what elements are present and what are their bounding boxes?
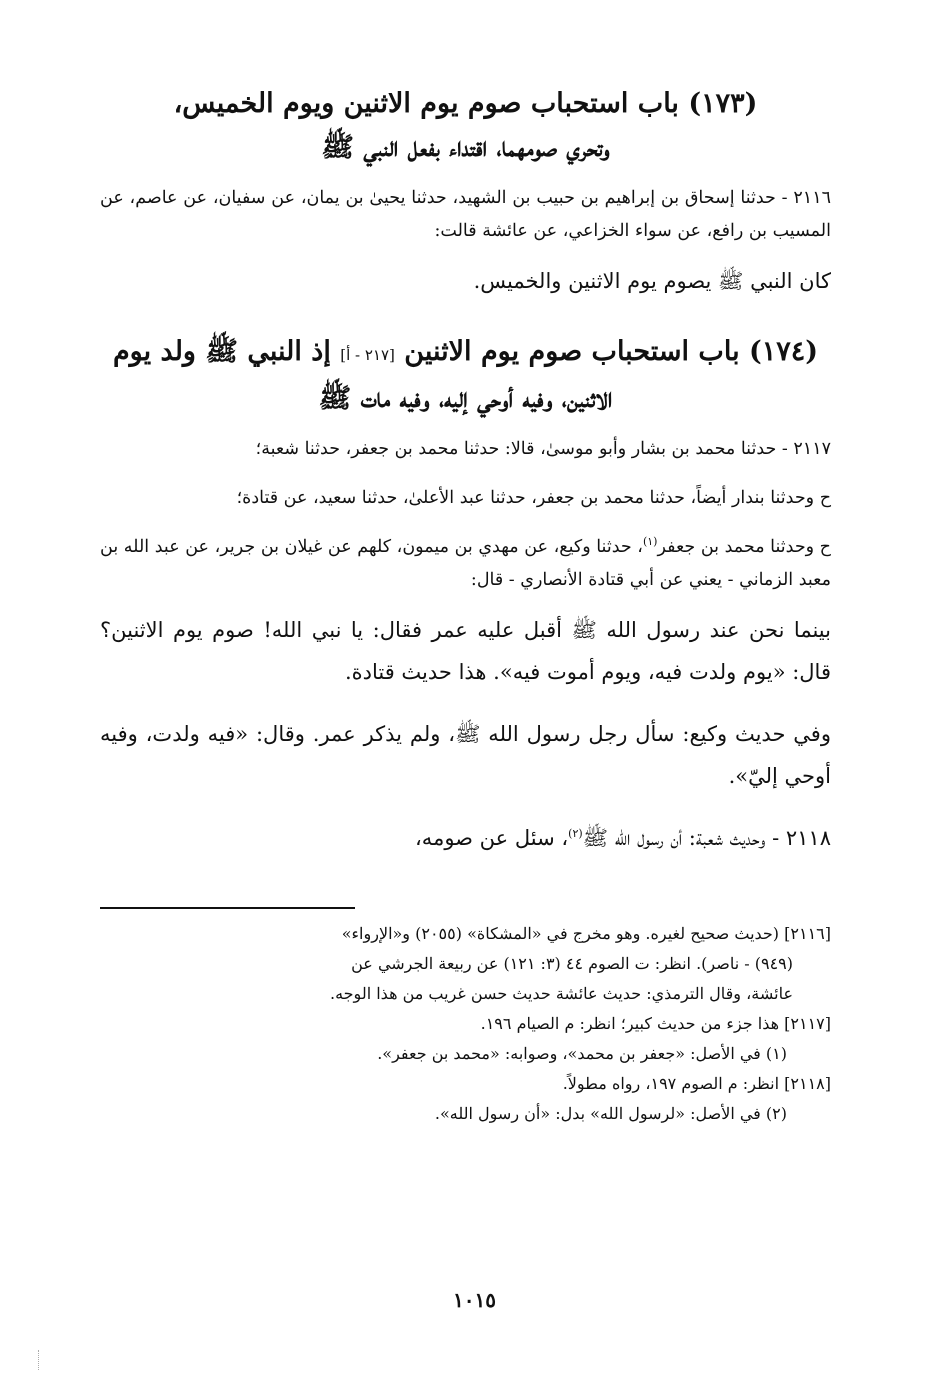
chapter-heading-173 bbox=[100, 82, 831, 170]
hadith-2117-matn-2: وفي حديث وكيع: سأل رجل رسول الله ﷺ، ولم يذكر عمر. وقال: «فيه ولدت، وفيه أوحي إليّ». bbox=[100, 722, 831, 788]
hadith-2117-isnad-1: ٢١١٧ - حدثنا محمد بن بشار وأبو موسىٰ، قالا: حدثنا محمد بن جعفر، حدثنا شعبة؛ bbox=[255, 439, 831, 459]
footnote-2116-line2: (٩٤٩) - ناصر). انظر: ت الصوم ٤٤ (٣: ١٢١) عن ربيعة الجرشي عن bbox=[351, 954, 793, 973]
hadith-2118 bbox=[100, 817, 831, 859]
chapter-heading-173-line1: (١٧٣) باب استحباب صوم يوم الاثنين ويوم الخميس، bbox=[173, 88, 758, 119]
chapter-heading-174 bbox=[100, 330, 831, 421]
footnote-1: (١) في الأصل: «جعفر بن محمد»، وصوابه: «محمد بن جعفر». bbox=[377, 1044, 787, 1063]
page-number: ١٠١٥ bbox=[453, 1288, 496, 1312]
footnote-2: (٢) في الأصل: «لرسول الله» بدل: «أن رسول الله». bbox=[434, 1104, 787, 1123]
isnad-3-text-a: ح وحدثنا محمد بن جعفر bbox=[657, 537, 831, 557]
footnote-divider bbox=[100, 907, 355, 909]
footnote-2118: [٢١١٨] انظر: م الصوم ١٩٧، رواه مطولاً. bbox=[562, 1074, 831, 1093]
hadith-2118-text-a: ٢١١٨ - وحديث شعبة: أن رسول الله ﷺ bbox=[582, 826, 831, 850]
chapter-heading-174-line2: الاثنين، وفيه أوحي إليه، وفيه مات ﷺ bbox=[318, 383, 613, 414]
chapter-heading-173-line2: وتحري صومهما، اقتداء بفعل النبي ﷺ bbox=[321, 132, 610, 163]
hadith-2117-isnad-3 bbox=[100, 531, 831, 597]
footnote-ref-1: (١) bbox=[642, 535, 658, 549]
hadith-2116-matn: كان النبي ﷺ يصوم يوم الاثنين والخميس. bbox=[473, 269, 831, 293]
isnad-3-text-b: ، حدثنا وكيع، عن مهدي بن ميمون، كلهم عن غيلان بن جرير، عن عبد الله بن معبد الزماني - يعني عن أبي قتادة الأنصاري - قال: bbox=[100, 537, 831, 590]
chapter-heading-174-line1a: (١٧٤) باب استحباب صوم يوم الاثنين bbox=[404, 336, 819, 367]
hadith-2117-isnad-2: ح وحدثنا بندار أيضاً، حدثنا محمد بن جعفر، حدثنا عبد الأعلىٰ، حدثنا سعيد، عن قتادة؛ bbox=[236, 488, 831, 508]
footnote-2117: [٢١١٧] هذا جزء من حديث كبير؛ انظر: م الصيام ١٩٦. bbox=[480, 1014, 831, 1033]
footnote-2116-line1: [٢١١٦] (حديث صحيح لغيره. وهو مخرج في «المشكاة» (٢٠٥٥) و«الإرواء» bbox=[341, 924, 831, 943]
footnote-ref-2: (٢) bbox=[568, 827, 583, 840]
scan-margin-mark bbox=[38, 1350, 42, 1370]
footnote-2116-line3: عائشة، وقال الترمذي: حديث عائشة حديث حسن غريب من هذا الوجه. bbox=[330, 984, 793, 1003]
hadith-2118-text-b: ، سئل عن صومه، bbox=[415, 826, 569, 850]
chapter-heading-174-line1b: إذ النبي ﷺ ولد يوم bbox=[112, 336, 331, 367]
manuscript-folio-ref: [٢١٧ - أ] bbox=[340, 346, 395, 364]
hadith-2117-matn-1: بينما نحن عند رسول الله ﷺ أقبل عليه عمر فقال: يا نبي الله! صوم يوم الاثنين؟ قال: «يوم ولدت فيه، ويوم أموت فيه». هذا حديث قتادة. bbox=[100, 618, 831, 684]
hadith-2116-isnad: ٢١١٦ - حدثنا إسحاق بن إبراهيم بن حبيب بن الشهيد، حدثنا يحيىٰ بن يمان، عن سفيان، عن عاصم، عن المسيب بن رافع، عن سواء الخزاعي، عن عائشة قالت: bbox=[100, 188, 831, 241]
